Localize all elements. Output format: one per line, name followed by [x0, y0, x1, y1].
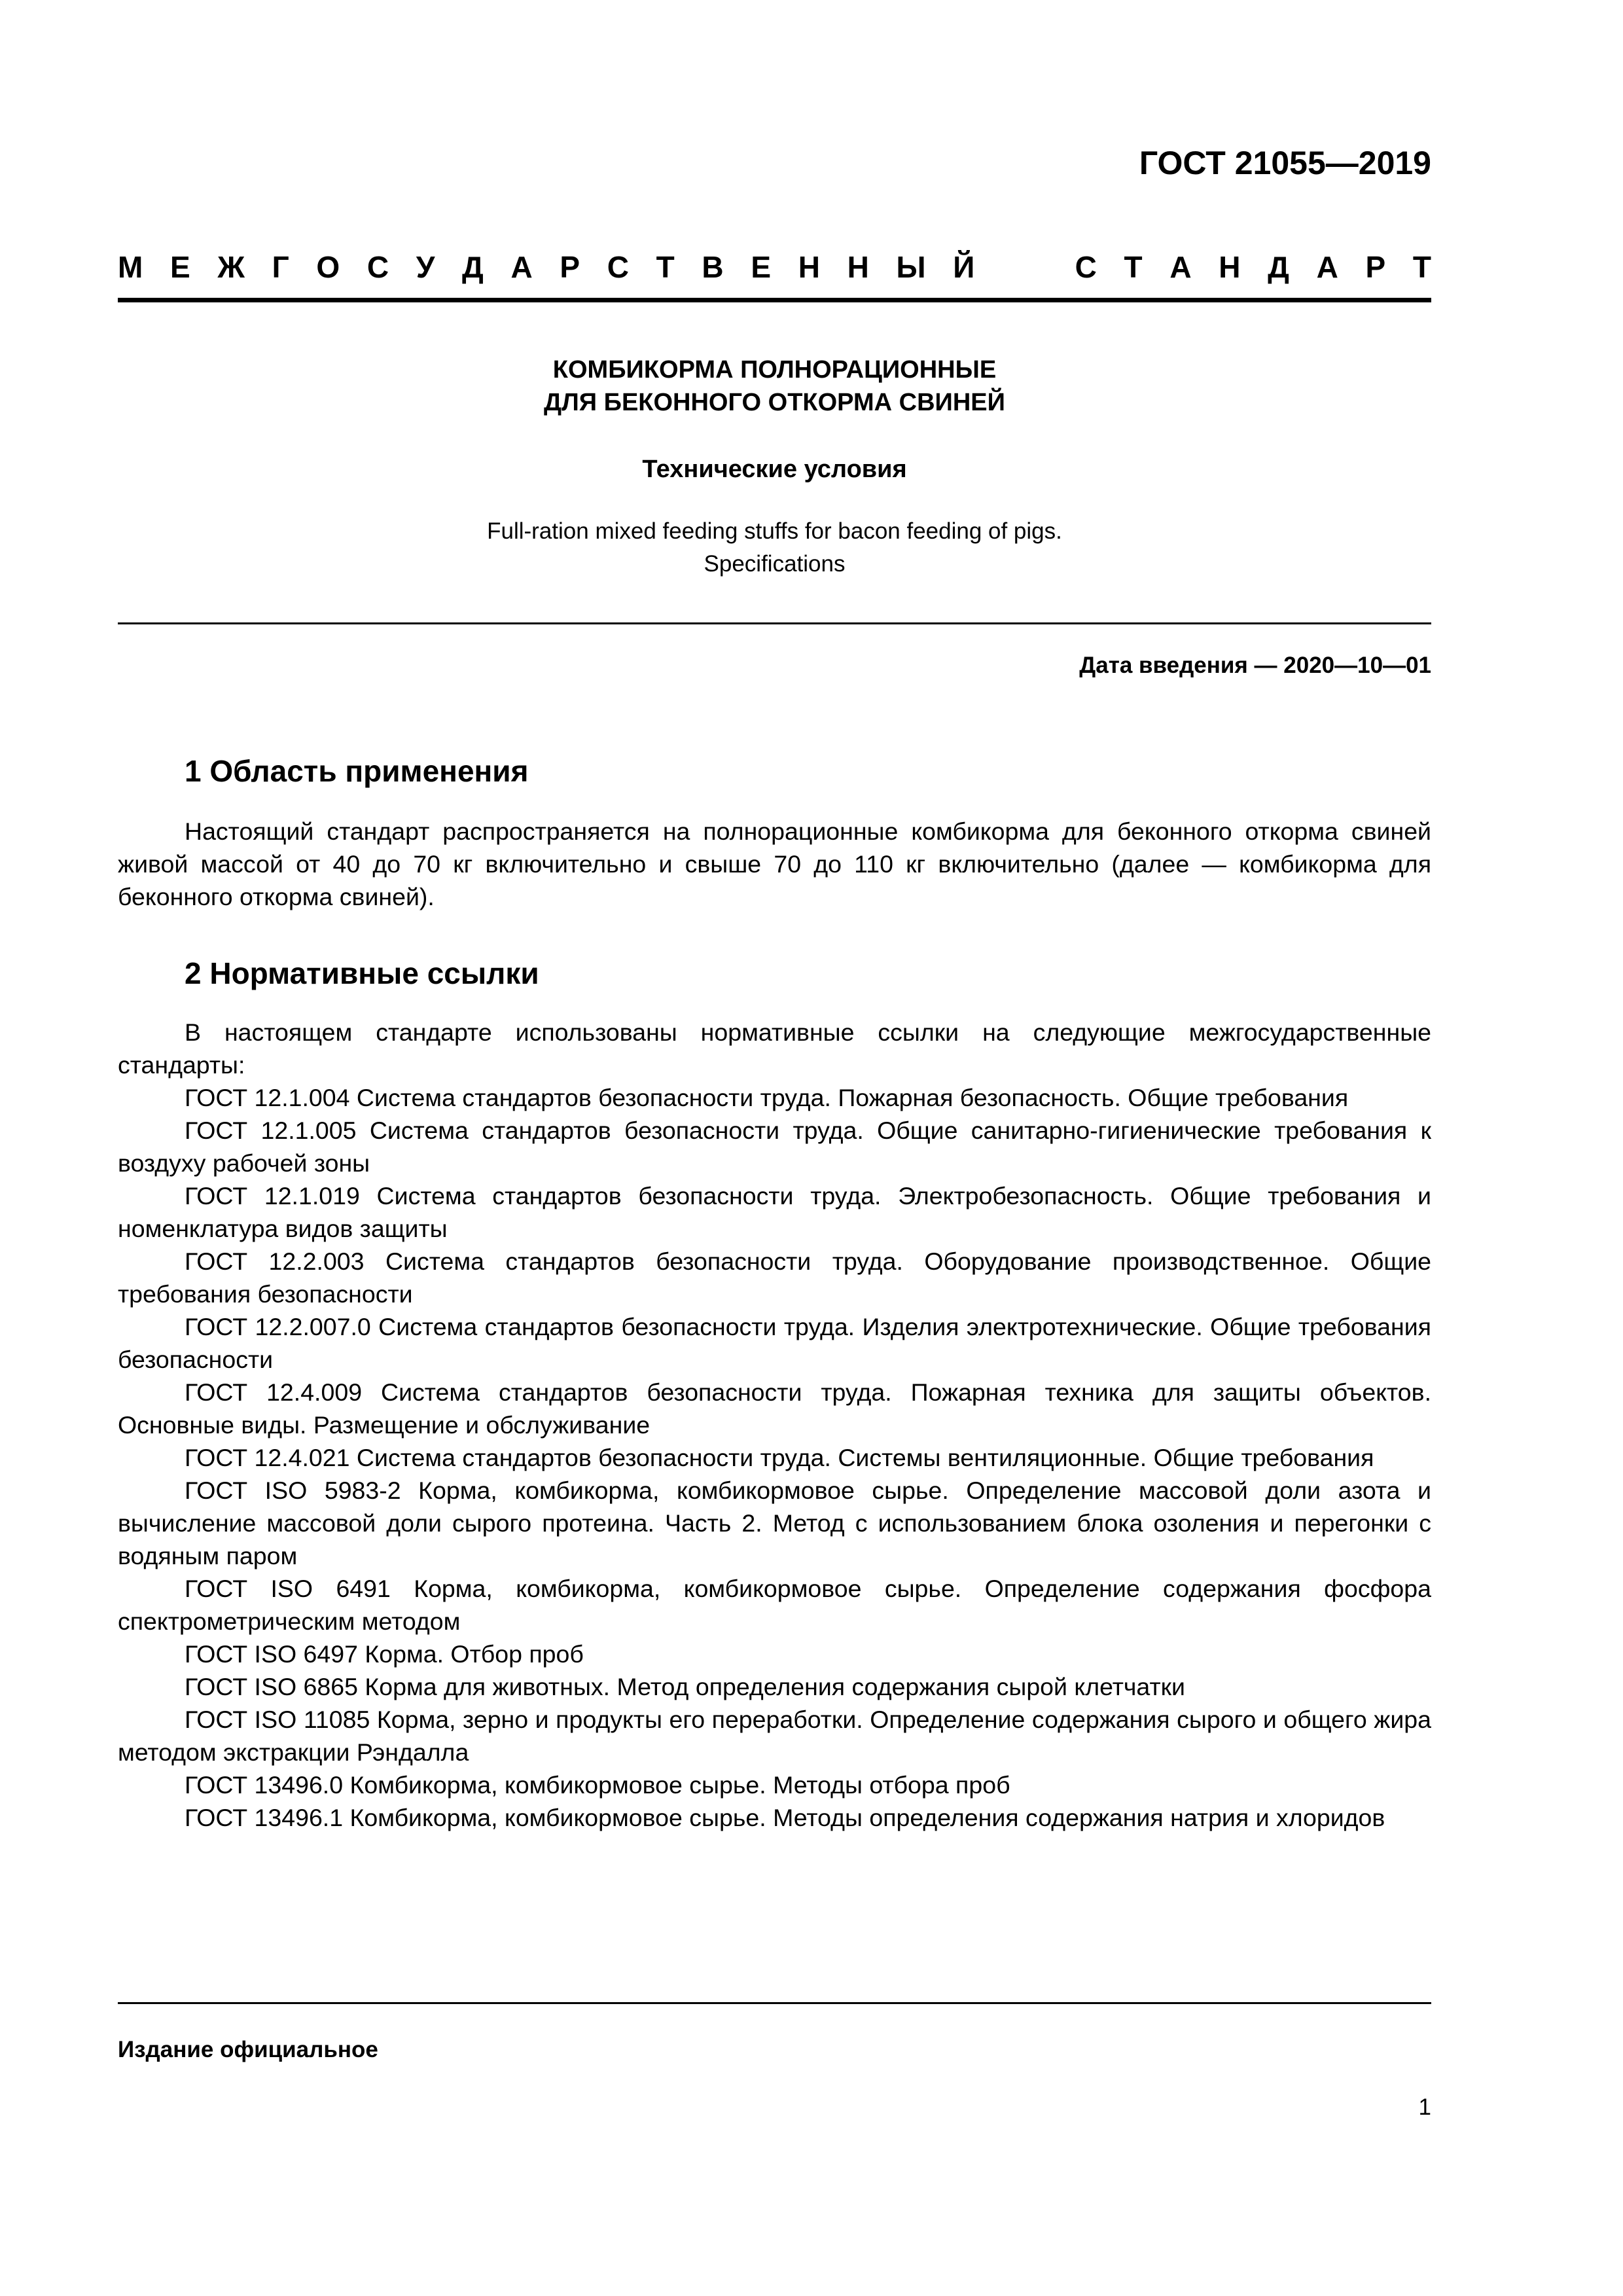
banner-letter: О: [316, 250, 340, 284]
banner-letter: Т: [1412, 250, 1431, 284]
section-body-scope: [118, 815, 1431, 913]
header-divider: [118, 298, 1431, 302]
reference-item: ГОСТ ISO 5983-2 Корма, комбикорма, комбикормовое сырье. Определение массовой доли азота и вычисление массовой доли сырого протеина. Часть 2. Метод с использованием блока озоления и перегонки с водяным паром: [118, 1477, 1431, 1570]
banner-letter: Н: [1219, 250, 1241, 284]
reference-item: ГОСТ 13496.0 Комбикорма, комбикормовое сырье. Методы отбора проб: [185, 1771, 1010, 1799]
banner-letter: Е: [751, 250, 772, 284]
banner-letter: Р: [560, 250, 580, 284]
english-title: [118, 515, 1431, 581]
reference-item: ГОСТ 12.2.003 Система стандартов безопасности труда. Оборудование производственное. Общие требования безопасности: [118, 1247, 1431, 1308]
reference-item: ГОСТ 12.1.005 Система стандартов безопасности труда. Общие санитарно-гигиенические требования к воздуху рабочей зоны: [118, 1117, 1431, 1177]
section-heading-references: 2 Нормативные ссылки: [185, 956, 539, 990]
standard-designation: ГОСТ 21055—2019: [1139, 145, 1431, 181]
english-title-line: Full-ration mixed feeding stuffs for bacon feeding of pigs.: [487, 518, 1062, 544]
banner-letter: С: [366, 250, 389, 284]
introduction-date: Дата введения — 2020—10—01: [1079, 653, 1431, 678]
reference-item: ГОСТ 13496.1 Комбикорма, комбикормовое сырье. Методы определения содержания натрия и хлоридов: [185, 1804, 1385, 1831]
banner-letter: С: [1075, 250, 1097, 284]
banner-letter: Ж: [217, 250, 245, 284]
banner-letter: Т: [1124, 250, 1143, 284]
banner-letter: А: [510, 250, 533, 284]
reference-item: ГОСТ ISO 6497 Корма. Отбор проб: [185, 1640, 584, 1668]
reference-item: ГОСТ 12.4.009 Система стандартов безопасности труда. Пожарная техника для защиты объектов. Основные виды. Размещение и обслуживание: [118, 1378, 1431, 1439]
banner-letter: Д: [1268, 250, 1289, 284]
paragraph: В настоящем стандарте использованы нормативные ссылки на следующие межгосударственные стандарты:: [118, 1018, 1431, 1079]
reference-item: ГОСТ 12.1.019 Система стандартов безопасности труда. Электробезопасность. Общие требования и номенклатура видов защиты: [118, 1182, 1431, 1242]
section-heading-scope: 1 Область применения: [185, 754, 529, 788]
reference-item: ГОСТ ISO 11085 Корма, зерно и продукты его переработки. Определение содержания сырого и общего жира методом экстракции Рэндалла: [118, 1706, 1431, 1766]
banner-letter: М: [118, 250, 143, 284]
banner-letter: Д: [462, 250, 484, 284]
banner-letter: Р: [1365, 250, 1386, 284]
banner-letter: Й: [953, 250, 975, 284]
page-number: 1: [1418, 2094, 1431, 2120]
section-body-references: [118, 1016, 1431, 1834]
edition-note: Издание официальное: [118, 2037, 378, 2062]
title-divider: [118, 622, 1431, 624]
banner-letter: Е: [170, 250, 190, 284]
banner-letter: Т: [656, 250, 675, 284]
banner-letter: Н: [847, 250, 869, 284]
document-title: [118, 353, 1431, 419]
banner-letter: Г: [272, 250, 289, 284]
reference-item: ГОСТ ISO 6865 Корма для животных. Метод определения содержания сырой клетчатки: [185, 1673, 1185, 1700]
reference-item: ГОСТ 12.4.021 Система стандартов безопасности труда. Системы вентиляционные. Общие требования: [185, 1444, 1374, 1471]
banner-letter: А: [1316, 250, 1338, 284]
banner-letter: А: [1169, 250, 1192, 284]
banner-letter: У: [416, 250, 435, 284]
standard-type-banner: [118, 247, 1431, 287]
english-title-line: Specifications: [704, 551, 846, 577]
reference-item: ГОСТ 12.2.007.0 Система стандартов безопасности труда. Изделия электротехнические. Общие требования безопасности: [118, 1313, 1431, 1373]
title-line: КОМБИКОРМА ПОЛНОРАЦИОННЫЕ: [552, 356, 997, 384]
document-subtitle: Технические условия: [642, 456, 907, 483]
reference-item: ГОСТ ISO 6491 Корма, комбикорма, комбикормовое сырье. Определение содержания фосфора спектрометрическим методом: [118, 1575, 1431, 1635]
title-line: ДЛЯ БЕКОННОГО ОТКОРМА СВИНЕЙ: [544, 389, 1005, 416]
footer-divider: [118, 2002, 1431, 2004]
banner-letter: В: [702, 250, 724, 284]
banner-letter: С: [607, 250, 629, 284]
reference-item: ГОСТ 12.1.004 Система стандартов безопасности труда. Пожарная безопасность. Общие требования: [185, 1084, 1349, 1111]
banner-letter: Н: [798, 250, 820, 284]
banner-letter: Ы: [896, 250, 926, 284]
paragraph: Настоящий стандарт распространяется на полнорационные комбикорма для беконного откорма свиней живой массой от 40 до 70 кг включительно и свыше 70 до 110 кг включительно (далее — комбикорма для беконного откорма свиней).: [118, 817, 1431, 910]
